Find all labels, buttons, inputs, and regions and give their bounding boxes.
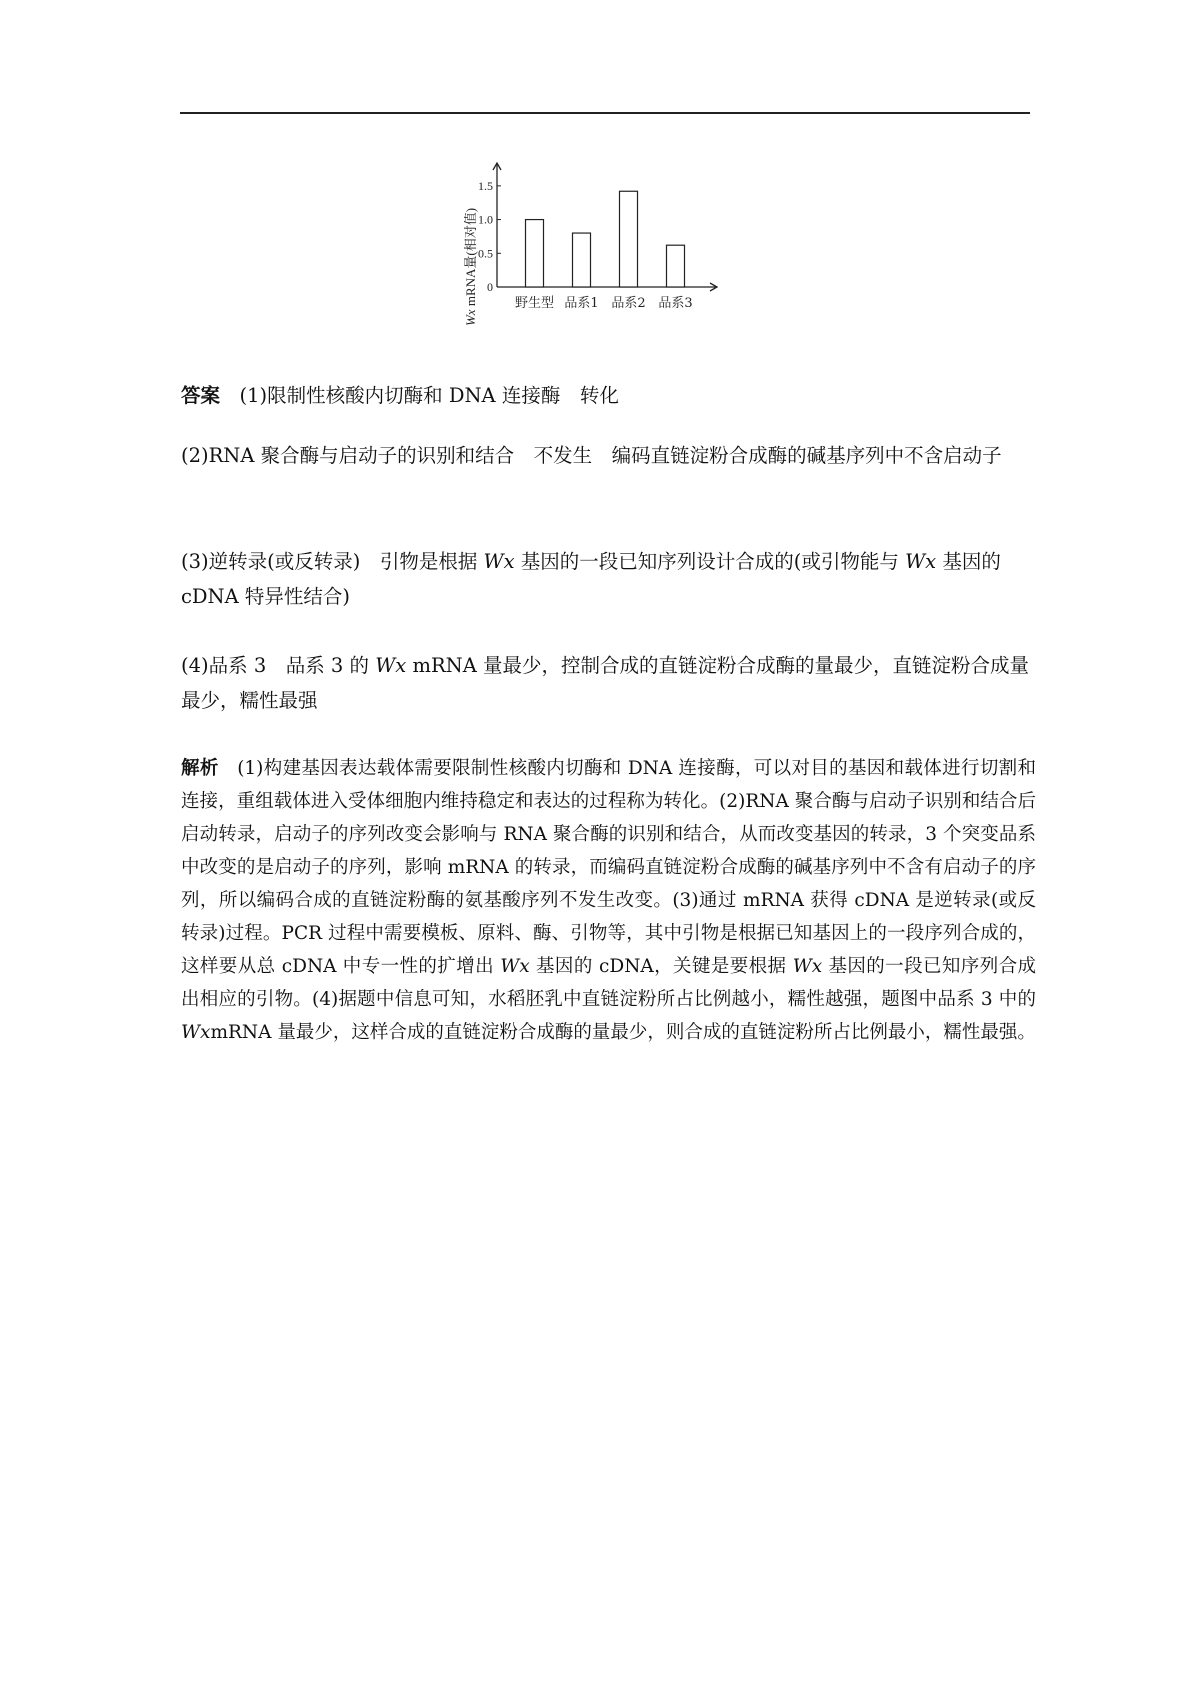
y-tick-label: 1.5 [478, 178, 493, 193]
answer-3-part-a: (3)逆转录(或反转录) 引物是根据 [181, 550, 484, 573]
analysis-gene-2: Wx [792, 956, 823, 977]
y-axis-label [463, 208, 478, 326]
answer-p1 [181, 378, 1036, 413]
answer-label: 答案 [181, 384, 221, 407]
bar [667, 245, 685, 287]
answer-p4 [181, 648, 1036, 718]
answer-3-gene-2: Wx [905, 550, 937, 573]
answer-2-text: (2)RNA 聚合酶与启动子的识别和结合 不发生 编码直链淀粉合成酶的碱基序列中不含启动子 [181, 444, 1002, 467]
analysis-label: 解析 [181, 758, 219, 779]
analysis-gene-3: Wx [181, 1022, 211, 1043]
x-tick-label: 野生型 [514, 296, 555, 311]
bar [526, 220, 544, 287]
bar-chart [455, 155, 750, 350]
answer-4-part-a: (4)品系 3 品系 3 的 [181, 654, 376, 677]
analysis-text-1: (1)构建基因表达载体需要限制性核酸内切酶和 DNA 连接酶，可以对目的基因和载体进行切割和连接，重组载体进入受体细胞内维持稳定和表达的过程称为转化。(2)RNA 聚合酶与启动子识别和结合后启动转录，启动子的序列改变会影响与 RNA 聚合酶的识别和结合，从而改变基因的转录，3 个突变品系中改变的是启动子的序列，影响 mRNA 的转录，而编码直链淀粉合成酶的碱基序列中不含有启动子的序列，所以编码合成的直链淀粉酶的氨基酸序列不发生改变。(3)通过 mRNA 获得 cDNA 是逆转录(或反转录)过程。PCR 过程中需要模板、原料、酶、引物等，其中引物是根据已知基因上的一段序列合成的，这样要从总 cDNA 中专一性的扩增出 [181, 758, 1036, 977]
answer-p3 [181, 544, 1036, 614]
x-tick-label: 品系3 [658, 296, 693, 311]
analysis-text-5: 基因的一段已知序列合成出相应的引物。(4)据题中信息可知，水稻胚乳中直链淀粉所占比例越小，糯性越强，题图中品系 3 中的 [181, 956, 1036, 1010]
x-tick-label: 品系2 [611, 296, 646, 311]
y-axis-label-italic: Wx [463, 309, 478, 327]
answer-4-part-c: mRNA 量最少，控制合成的直链淀粉合成酶的量最少，直链淀粉合成量最少，糯性最强 [181, 654, 1029, 712]
bar [620, 191, 638, 287]
chart-bars [526, 191, 685, 287]
answer-3-part-c: 基因的一段已知序列设计合成的(或引物能与 [514, 550, 906, 573]
y-tick-label: 0 [487, 280, 493, 294]
analysis-gene-1: Wx [500, 956, 530, 977]
header-rule [180, 112, 1030, 114]
y-tick-label: 1.0 [478, 212, 493, 227]
answer-4-gene: Wx [375, 654, 407, 677]
analysis-section [181, 752, 1036, 1049]
bar-chart-svg [455, 155, 750, 350]
answer-3-gene-1: Wx [483, 550, 515, 573]
answer-p2 [181, 438, 1036, 473]
y-tick-label: 0.5 [478, 246, 493, 261]
y-axis-label-rest: mRNA量(相对值) [463, 207, 478, 310]
analysis-text-7: mRNA 量最少，这样合成的直链淀粉合成酶的量最少，则合成的直链淀粉所占比例最小，糯性最强。 [210, 1022, 1036, 1043]
bar [573, 233, 591, 287]
answer-3-part-e: 基因的 cDNA 特异性结合) [181, 550, 1001, 608]
answer-1-text: (1)限制性核酸内切酶和 DNA 连接酶 转化 [239, 384, 619, 407]
x-tick-label: 品系1 [564, 296, 599, 311]
analysis-text-3: 基因的 cDNA，关键是要根据 [529, 956, 793, 977]
